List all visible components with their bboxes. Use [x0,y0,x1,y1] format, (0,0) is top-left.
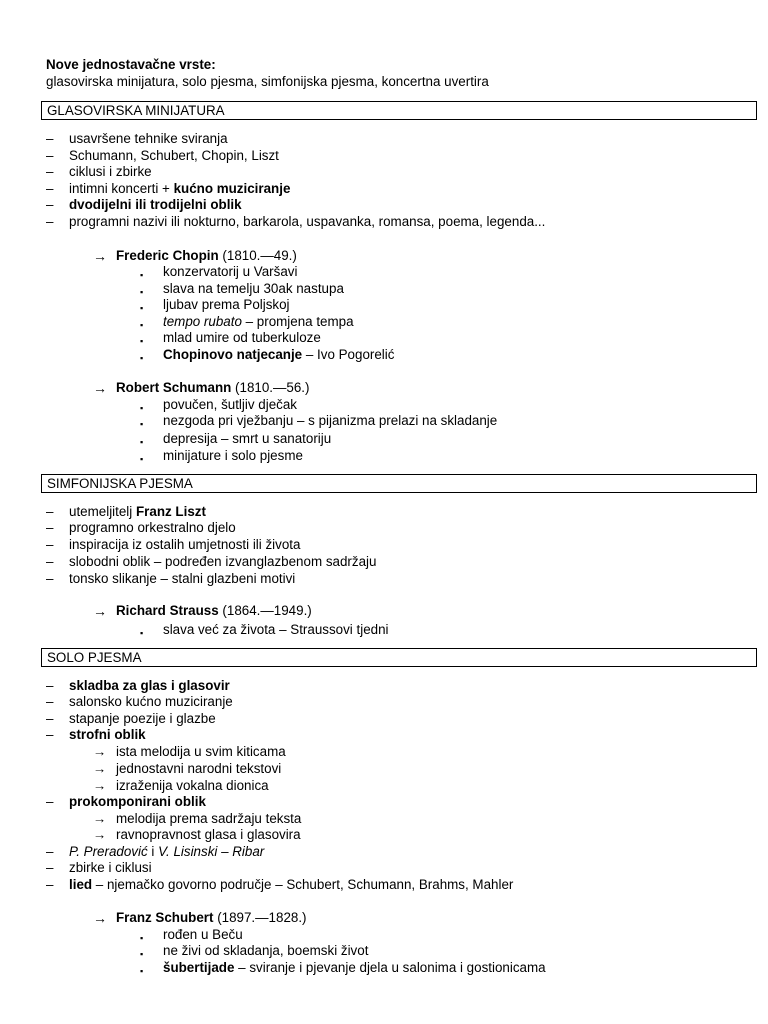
text-italic: P. Preradović [69,844,148,859]
list-item-text: slobodni oblik – podređen izvanglazbenom sadržaju [69,554,377,569]
bullet-icon: ▪ [140,437,144,447]
composer-years: (1810.—49.) [218,248,297,263]
section-title: SOLO PJESMA [47,650,142,665]
bullet-text [163,347,394,363]
arrow-icon: → [93,910,107,926]
list-item-text [69,844,264,860]
arrow-icon: → [93,811,107,826]
bullet-icon: ▪ [140,628,144,638]
composer-text [116,248,297,264]
bullet-icon: ▪ [140,303,144,313]
bullet-text [163,314,354,330]
sub-list-text: ravnopravnost glasa i glasovira [116,827,301,842]
section-header-simfonijska [41,474,757,493]
list-item-text: strofni oblik [69,727,146,742]
text-part: i [147,844,159,859]
dash-icon: – [46,727,54,742]
list-item-text: zbirke i ciklusi [69,860,152,875]
bullet-text: minijature i solo pjesme [163,448,303,463]
arrow-icon: → [93,778,107,793]
section-header-glasovirska [41,101,757,120]
sub-list-text: ista melodija u svim kiticama [116,744,286,759]
dash-icon: – [46,554,54,569]
list-item-text: prokomponirani oblik [69,794,206,809]
arrow-icon: → [93,827,107,842]
composer-text [116,603,312,619]
text-part: – [217,844,233,859]
bullet-text: rođen u Beču [163,927,243,942]
bullet-icon: ▪ [140,336,144,346]
intro-title: Nove jednostavačne vrste: [46,57,216,72]
intro-text: glasovirska minijatura, solo pjesma, simfonijska pjesma, koncertna uvertira [46,74,489,89]
composer-name: Robert Schumann [116,380,232,395]
composer-name: Franz Schubert [116,910,214,925]
bullet-text: slava na temelju 30ak nastupa [163,281,344,296]
dash-icon: – [46,844,54,859]
composer-name: Richard Strauss [116,603,219,618]
text-part: utemeljitelj [69,504,136,519]
dash-icon: – [46,711,54,726]
section-title: SIMFONIJSKA PJESMA [47,476,193,491]
list-item-text [69,181,290,197]
text-bold: Franz Liszt [135,504,206,519]
text-part: intimni koncerti + [69,181,174,196]
text-bold: Chopinovo natjecanje [163,347,303,362]
bullet-text: ne živi od skladanja, boemski život [163,943,369,958]
text-part: – sviranje i pjevanje djela u salonima i gostionicama [234,960,546,975]
dash-icon: – [46,877,54,892]
composer-text [116,910,307,926]
section-title: GLASOVIRSKA MINIJATURA [47,103,225,118]
bullet-icon: ▪ [140,966,144,976]
dash-icon: – [46,678,54,693]
bullet-icon: ▪ [140,403,144,413]
dash-icon: – [46,164,54,179]
list-item-text: tonsko slikanje – stalni glazbeni motivi [69,571,296,586]
text-italic: tempo rubato [163,314,242,329]
sub-list-text: jednostavni narodni tekstovi [116,761,282,776]
dash-icon: – [46,537,54,552]
dash-icon: – [46,197,54,212]
sub-list-text: izraženija vokalna dionica [116,778,269,793]
dash-icon: – [46,131,54,146]
composer-years: (1897.—1828.) [213,910,307,925]
list-item-text: programni nazivi ili nokturno, barkarola, uspavanka, romansa, poema, legenda... [69,214,546,229]
dash-icon: – [46,148,54,163]
list-item-text: inspiracija iz ostalih umjetnosti ili života [69,537,301,552]
text-bold: šubertijade [163,960,235,975]
composer-years: (1864.—1949.) [218,603,312,618]
list-item-text: Schumann, Schubert, Chopin, Liszt [69,148,279,163]
bullet-icon: ▪ [140,287,144,297]
text-part: – Ivo Pogorelić [302,347,395,362]
bullet-text: konzervatorij u Varšavi [163,264,298,279]
text-italic: Ribar [232,844,265,859]
bullet-text [163,960,546,976]
bullet-text: povučen, šutljiv dječak [163,397,297,412]
arrow-icon: → [93,744,107,759]
bullet-text: slava već za života – Straussovi tjedni [163,622,389,637]
bullet-text: ljubav prema Poljskoj [163,297,290,312]
list-item-text: stapanje poezije i glazbe [69,711,216,726]
list-item-text: skladba za glas i glasovir [69,678,230,693]
dash-icon: – [46,694,54,709]
bullet-icon: ▪ [140,320,144,330]
list-item-text: dvodijelni ili trodijelni oblik [69,197,242,212]
bullet-text: depresija – smrt u sanatoriju [163,431,332,446]
list-item-text: programno orkestralno djelo [69,520,236,535]
bullet-icon: ▪ [140,933,144,943]
text-italic: V. Lisinski [158,844,218,859]
dash-icon: – [46,214,54,229]
list-item-text: ciklusi i zbirke [69,164,152,179]
bullet-icon: ▪ [140,454,144,464]
composer-text [116,380,309,396]
arrow-icon: → [93,761,107,776]
dash-icon: – [46,860,54,875]
text-part: – njemačko govorno područje – Schubert, Schumann, Brahms, Mahler [92,877,514,892]
bullet-icon: ▪ [140,949,144,959]
list-item-text [69,504,206,520]
bullet-icon: ▪ [140,419,144,429]
sub-list-text: melodija prema sadržaju teksta [116,811,302,826]
arrow-icon: → [93,248,107,264]
text-bold: kućno muziciranje [173,181,291,196]
composer-years: (1810.—56.) [231,380,310,395]
text-bold: lied [69,877,93,892]
bullet-text: mlad umire od tuberkuloze [163,330,321,345]
dash-icon: – [46,520,54,535]
text-part: – promjena tempa [241,314,354,329]
dash-icon: – [46,794,54,809]
dash-icon: – [46,504,54,519]
list-item-text [69,877,513,893]
composer-name: Frederic Chopin [116,248,219,263]
section-header-solo-pjesma [41,648,757,667]
list-item-text: salonsko kućno muziciranje [69,694,233,709]
arrow-icon: → [93,380,107,396]
bullet-icon: ▪ [140,270,144,280]
list-item-text: usavršene tehnike sviranja [69,131,228,146]
dash-icon: – [46,571,54,586]
dash-icon: – [46,181,54,196]
bullet-icon: ▪ [140,353,144,363]
arrow-icon: → [93,603,107,619]
bullet-text: nezgoda pri vježbanju – s pijanizma prelazi na skladanje [163,413,498,428]
